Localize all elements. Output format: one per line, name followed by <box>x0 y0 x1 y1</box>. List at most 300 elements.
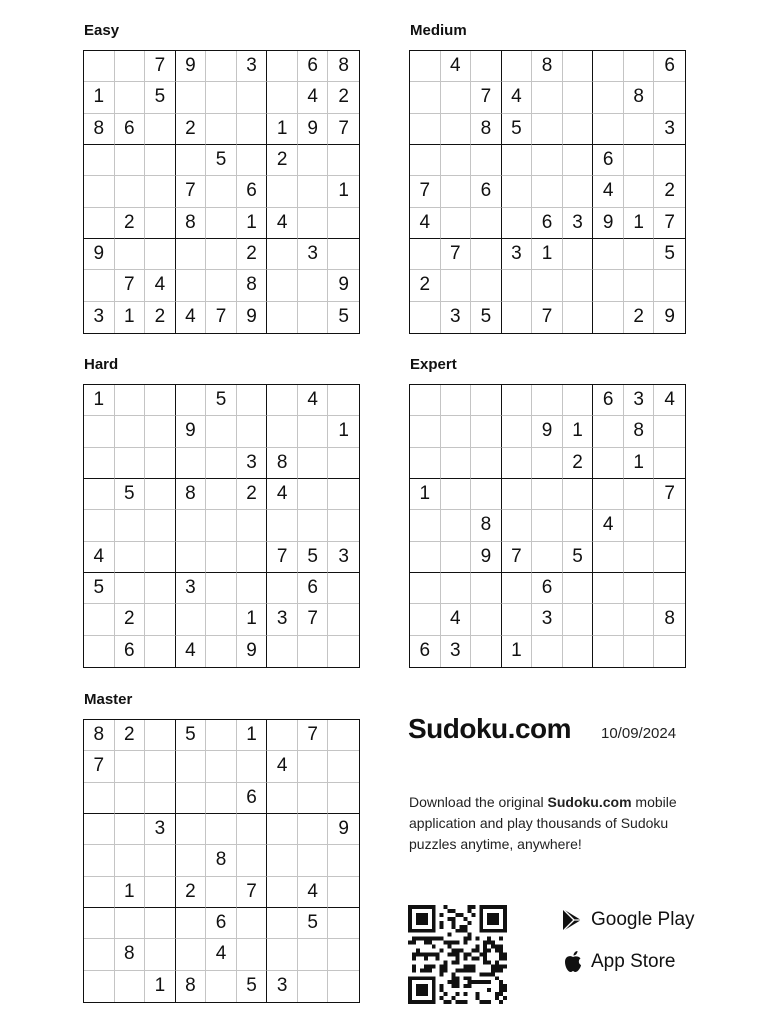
sudoku-cell <box>145 416 176 447</box>
sudoku-cell: 8 <box>84 114 115 145</box>
sudoku-cell: 4 <box>176 302 207 333</box>
sudoku-cell: 6 <box>532 208 563 239</box>
sudoku-cell <box>471 448 502 479</box>
sudoku-cell <box>328 939 359 970</box>
sudoku-cell <box>328 877 359 908</box>
sudoku-cell <box>328 636 359 667</box>
sudoku-cell <box>145 114 176 145</box>
sudoku-cell <box>145 479 176 510</box>
sudoku-cell <box>298 270 329 301</box>
sudoku-cell: 7 <box>532 302 563 333</box>
sudoku-cell <box>441 448 472 479</box>
sudoku-cell <box>471 239 502 270</box>
sudoku-cell <box>206 542 237 573</box>
sudoku-cell: 8 <box>532 51 563 82</box>
sudoku-cell: 6 <box>593 145 624 176</box>
sudoku-cell: 7 <box>298 720 329 751</box>
sudoku-cell: 9 <box>298 114 329 145</box>
sudoku-cell <box>206 51 237 82</box>
sudoku-cell <box>298 814 329 845</box>
sudoku-cell: 5 <box>338 306 349 328</box>
sudoku-cell <box>206 971 237 1002</box>
sudoku-cell <box>145 908 176 939</box>
sudoku-cell <box>267 814 298 845</box>
sudoku-cell <box>502 270 533 301</box>
sudoku-cell <box>84 479 115 510</box>
qr-code[interactable] <box>408 905 507 1004</box>
apple-icon <box>563 950 583 974</box>
sudoku-cell <box>502 176 533 207</box>
sudoku-cell <box>267 416 298 447</box>
sudoku-cell: 6 <box>298 573 329 604</box>
sudoku-cell <box>145 751 176 782</box>
sudoku-cell: 2 <box>145 302 176 333</box>
sudoku-cell <box>410 573 441 604</box>
sudoku-cell: 7 <box>502 542 533 573</box>
sudoku-cell: 2 <box>328 82 359 113</box>
sudoku-cell <box>237 751 268 782</box>
sudoku-cell: 9 <box>471 542 502 573</box>
sudoku-cell: 7 <box>471 82 502 113</box>
sudoku-cell <box>410 542 441 573</box>
sudoku-cell <box>532 176 563 207</box>
sudoku-cell <box>593 542 624 573</box>
sudoku-cell <box>441 510 472 541</box>
sudoku-cell: 9 <box>84 239 115 270</box>
sudoku-cell <box>502 385 533 416</box>
puzzle-title-medium: Medium <box>410 22 467 39</box>
sudoku-cell <box>563 82 594 113</box>
sudoku-cell: 4 <box>502 82 533 113</box>
sudoku-cell <box>84 51 115 82</box>
sudoku-cell: 9 <box>237 636 268 667</box>
sudoku-cell: 9 <box>532 416 563 447</box>
promo-text <box>409 792 709 855</box>
sudoku-cell <box>298 939 329 970</box>
sudoku-cell: 9 <box>176 51 207 82</box>
sudoku-cell <box>237 385 268 416</box>
sudoku-cell: 3 <box>624 385 655 416</box>
sudoku-cell <box>328 510 359 541</box>
sudoku-cell: 2 <box>115 208 146 239</box>
sudoku-cell <box>115 908 146 939</box>
sudoku-cell <box>410 51 441 82</box>
sudoku-cell <box>176 908 207 939</box>
sudoku-cell: 3 <box>441 302 472 333</box>
sudoku-cell: 8 <box>471 510 502 541</box>
sudoku-cell <box>237 845 268 876</box>
sudoku-cell <box>84 270 115 301</box>
promo-prefix: Download the original <box>409 794 548 810</box>
sudoku-cell: 1 <box>328 176 359 207</box>
sudoku-cell <box>176 510 207 541</box>
sudoku-cell <box>502 573 533 604</box>
sudoku-cell: 4 <box>84 542 115 573</box>
sudoku-cell <box>176 814 207 845</box>
sudoku-cell: 1 <box>267 114 298 145</box>
sudoku-cell <box>654 416 685 447</box>
sudoku-cell <box>267 636 298 667</box>
sudoku-cell <box>298 176 329 207</box>
sudoku-cell <box>593 239 624 270</box>
sudoku-cell <box>624 479 655 510</box>
sudoku-cell <box>328 448 359 479</box>
sudoku-cell <box>84 939 115 970</box>
sudoku-cell: 7 <box>328 114 359 145</box>
sudoku-cell: 4 <box>298 877 329 908</box>
promo-suffix: mobile application and play thousands of Sudoku puzzles anytime, anywhere! <box>409 794 677 852</box>
sudoku-cell <box>502 479 533 510</box>
sudoku-cell <box>410 302 441 333</box>
sudoku-cell: 3 <box>563 208 594 239</box>
sudoku-cell: 1 <box>563 416 594 447</box>
sudoku-cell <box>298 479 329 510</box>
sudoku-cell <box>145 176 176 207</box>
sudoku-cell <box>410 416 441 447</box>
sudoku-cell <box>563 145 594 176</box>
sudoku-cell <box>206 877 237 908</box>
sudoku-cell <box>267 176 298 207</box>
sudoku-cell <box>176 845 207 876</box>
sudoku-cell <box>206 573 237 604</box>
sudoku-cell <box>441 176 472 207</box>
sudoku-cell <box>593 448 624 479</box>
sudoku-cell <box>115 239 146 270</box>
sudoku-cell: 7 <box>267 542 298 573</box>
sudoku-cell <box>471 270 502 301</box>
sudoku-cell <box>502 208 533 239</box>
sudoku-cell: 7 <box>176 176 207 207</box>
sudoku-cell <box>145 845 176 876</box>
sudoku-cell: 7 <box>441 239 472 270</box>
sudoku-cell <box>410 448 441 479</box>
sudoku-cell <box>328 604 359 635</box>
sudoku-cell: 9 <box>328 270 359 301</box>
sudoku-cell: 2 <box>563 448 594 479</box>
sudoku-cell: 1 <box>84 385 115 416</box>
sudoku-cell: 7 <box>206 302 237 333</box>
sudoku-cell <box>237 82 268 113</box>
sudoku-cell <box>410 114 441 145</box>
sudoku-cell <box>624 239 655 270</box>
sudoku-cell <box>471 604 502 635</box>
sudoku-cell <box>624 573 655 604</box>
sudoku-cell: 6 <box>115 636 146 667</box>
sudoku-cell <box>410 239 441 270</box>
puzzle-title-master: Master <box>84 691 133 708</box>
sudoku-cell: 1 <box>624 208 655 239</box>
sudoku-cell <box>471 208 502 239</box>
sudoku-cell: 5 <box>237 971 268 1002</box>
sudoku-cell: 9 <box>593 208 624 239</box>
sudoku-cell: 8 <box>624 416 655 447</box>
sudoku-cell <box>328 479 359 510</box>
sudoku-cell <box>441 573 472 604</box>
sudoku-cell <box>563 270 594 301</box>
sudoku-cell <box>624 51 655 82</box>
sudoku-cell <box>328 239 359 270</box>
sudoku-cell: 6 <box>410 636 441 667</box>
sudoku-cell <box>145 720 176 751</box>
sudoku-cell <box>563 302 594 333</box>
sudoku-cell <box>237 510 268 541</box>
sudoku-cell <box>624 270 655 301</box>
sudoku-cell: 8 <box>176 971 207 1002</box>
sudoku-cell <box>532 385 563 416</box>
sudoku-cell: 8 <box>84 720 115 751</box>
sudoku-cell <box>502 604 533 635</box>
sudoku-cell <box>532 542 563 573</box>
sudoku-cell <box>206 448 237 479</box>
sudoku-cell: 7 <box>410 176 441 207</box>
sudoku-cell <box>502 510 533 541</box>
sudoku-cell <box>593 479 624 510</box>
sudoku-cell: 7 <box>84 751 115 782</box>
sudoku-cell <box>471 416 502 447</box>
sudoku-cell: 8 <box>328 51 359 82</box>
sudoku-cell <box>237 114 268 145</box>
sudoku-cell <box>654 270 685 301</box>
sudoku-cell: 2 <box>115 604 146 635</box>
sudoku-cell <box>145 783 176 814</box>
sudoku-cell <box>206 82 237 113</box>
sudoku-cell <box>471 573 502 604</box>
sudoku-cell <box>624 510 655 541</box>
sudoku-grid-easy <box>83 50 360 334</box>
sudoku-cell <box>267 82 298 113</box>
sudoku-cell <box>328 971 359 1002</box>
sudoku-cell <box>298 208 329 239</box>
sudoku-cell: 2 <box>237 479 268 510</box>
sudoku-cell <box>471 479 502 510</box>
app-store-link[interactable] <box>563 950 676 974</box>
sudoku-cell <box>145 239 176 270</box>
sudoku-cell <box>532 510 563 541</box>
sudoku-cell <box>410 82 441 113</box>
sudoku-cell <box>115 542 146 573</box>
sudoku-cell: 4 <box>298 82 329 113</box>
sudoku-cell <box>441 270 472 301</box>
sudoku-cell: 3 <box>237 448 268 479</box>
sudoku-cell: 2 <box>624 302 655 333</box>
sudoku-cell: 3 <box>298 239 329 270</box>
sudoku-cell <box>145 636 176 667</box>
sudoku-cell <box>84 636 115 667</box>
sudoku-cell <box>441 208 472 239</box>
sudoku-cell: 5 <box>176 720 207 751</box>
sudoku-cell: 3 <box>267 971 298 1002</box>
sudoku-cell <box>471 145 502 176</box>
sudoku-cell: 1 <box>145 971 176 1002</box>
sudoku-cell: 4 <box>267 208 298 239</box>
sudoku-cell <box>410 510 441 541</box>
sudoku-cell <box>593 636 624 667</box>
sudoku-cell: 8 <box>624 82 655 113</box>
sudoku-cell <box>237 814 268 845</box>
sudoku-cell: 1 <box>237 604 268 635</box>
sudoku-cell <box>298 510 329 541</box>
sudoku-cell: 4 <box>145 270 176 301</box>
sudoku-cell: 4 <box>593 510 624 541</box>
sudoku-cell <box>563 510 594 541</box>
sudoku-cell <box>593 573 624 604</box>
sudoku-cell: 5 <box>206 385 237 416</box>
sudoku-cell <box>206 270 237 301</box>
sudoku-cell: 3 <box>532 604 563 635</box>
sudoku-cell <box>267 845 298 876</box>
sudoku-cell <box>206 751 237 782</box>
sudoku-cell <box>441 145 472 176</box>
sudoku-cell <box>298 783 329 814</box>
sudoku-cell <box>654 448 685 479</box>
sudoku-cell <box>267 877 298 908</box>
sudoku-cell: 1 <box>624 448 655 479</box>
sudoku-cell: 1 <box>84 82 115 113</box>
sudoku-cell: 3 <box>267 604 298 635</box>
sudoku-cell: 5 <box>502 114 533 145</box>
sudoku-cell <box>654 82 685 113</box>
sudoku-cell <box>563 573 594 604</box>
sudoku-grid-master <box>83 719 360 1003</box>
sudoku-cell <box>267 239 298 270</box>
sudoku-cell <box>176 448 207 479</box>
sudoku-cell <box>328 908 359 939</box>
sudoku-cell <box>206 604 237 635</box>
puzzle-date: 10/09/2024 <box>601 725 677 742</box>
sudoku-cell <box>145 877 176 908</box>
sudoku-cell: 7 <box>298 604 329 635</box>
google-play-link[interactable] <box>561 908 695 932</box>
sudoku-cell <box>145 145 176 176</box>
sudoku-cell: 1 <box>502 636 533 667</box>
sudoku-cell <box>563 239 594 270</box>
sudoku-cell <box>298 845 329 876</box>
sudoku-cell <box>563 51 594 82</box>
sudoku-cell <box>502 145 533 176</box>
sudoku-cell <box>298 751 329 782</box>
sudoku-cell <box>441 82 472 113</box>
google-play-icon <box>561 908 583 932</box>
sudoku-cell: 1 <box>237 208 268 239</box>
sudoku-cell: 8 <box>176 479 207 510</box>
sudoku-cell <box>267 720 298 751</box>
sudoku-cell <box>410 385 441 416</box>
sudoku-cell <box>624 604 655 635</box>
sudoku-cell <box>84 971 115 1002</box>
sudoku-cell: 6 <box>593 385 624 416</box>
sudoku-cell <box>145 448 176 479</box>
sudoku-cell <box>267 270 298 301</box>
sudoku-cell <box>84 908 115 939</box>
sudoku-cell: 1 <box>115 302 146 333</box>
sudoku-cell <box>563 176 594 207</box>
sudoku-cell <box>563 479 594 510</box>
sudoku-cell <box>593 51 624 82</box>
sudoku-cell <box>115 385 146 416</box>
sudoku-cell <box>593 416 624 447</box>
sudoku-cell: 2 <box>115 720 146 751</box>
sudoku-cell <box>115 751 146 782</box>
sudoku-cell <box>267 908 298 939</box>
sudoku-cell: 7 <box>654 208 685 239</box>
sudoku-cell <box>532 636 563 667</box>
sudoku-grid-medium <box>409 50 686 334</box>
sudoku-cell: 7 <box>145 51 176 82</box>
sudoku-cell <box>328 573 359 604</box>
sudoku-cell <box>176 239 207 270</box>
puzzle-title-hard: Hard <box>84 356 119 373</box>
sudoku-cell: 3 <box>328 542 359 573</box>
sudoku-cell <box>298 302 329 333</box>
sudoku-cell <box>532 145 563 176</box>
app-store-label: App Store <box>591 951 676 972</box>
sudoku-cell: 3 <box>441 636 472 667</box>
sudoku-cell <box>624 542 655 573</box>
sudoku-cell: 2 <box>176 877 207 908</box>
sudoku-cell <box>176 270 207 301</box>
sudoku-cell <box>441 479 472 510</box>
sudoku-cell <box>206 416 237 447</box>
sudoku-cell <box>267 573 298 604</box>
sudoku-cell: 6 <box>471 176 502 207</box>
sudoku-cell <box>267 510 298 541</box>
sudoku-cell <box>624 145 655 176</box>
sudoku-cell: 5 <box>115 479 146 510</box>
sudoku-cell <box>471 636 502 667</box>
brand-logo: Sudoku.com <box>408 713 572 744</box>
sudoku-cell <box>176 939 207 970</box>
sudoku-cell: 8 <box>654 604 685 635</box>
sudoku-cell: 5 <box>206 145 237 176</box>
sudoku-cell <box>298 971 329 1002</box>
sudoku-cell <box>176 82 207 113</box>
sudoku-cell <box>298 448 329 479</box>
sudoku-cell: 2 <box>237 239 268 270</box>
sudoku-cell: 4 <box>176 636 207 667</box>
sudoku-cell <box>298 416 329 447</box>
sudoku-cell <box>145 385 176 416</box>
sudoku-cell <box>328 751 359 782</box>
sudoku-grid-hard <box>83 384 360 668</box>
sudoku-cell: 6 <box>532 573 563 604</box>
sudoku-cell: 9 <box>237 302 268 333</box>
sudoku-cell <box>441 416 472 447</box>
sudoku-cell <box>563 114 594 145</box>
sudoku-cell <box>84 448 115 479</box>
puzzle-title-expert: Expert <box>410 356 457 373</box>
sudoku-cell <box>115 82 146 113</box>
sudoku-cell <box>206 720 237 751</box>
sudoku-cell: 3 <box>84 302 115 333</box>
sudoku-cell <box>298 145 329 176</box>
sudoku-cell <box>237 542 268 573</box>
sudoku-cell <box>267 51 298 82</box>
sudoku-cell <box>502 448 533 479</box>
sudoku-cell <box>328 145 359 176</box>
sudoku-cell <box>84 510 115 541</box>
sudoku-cell <box>145 542 176 573</box>
sudoku-cell <box>206 636 237 667</box>
sudoku-cell <box>654 510 685 541</box>
sudoku-cell: 3 <box>145 814 176 845</box>
sudoku-cell <box>267 302 298 333</box>
sudoku-cell: 8 <box>206 845 237 876</box>
google-play-label: Google Play <box>591 909 695 930</box>
sudoku-cell <box>624 114 655 145</box>
sudoku-cell: 8 <box>237 270 268 301</box>
sudoku-cell: 4 <box>654 385 685 416</box>
sudoku-cell <box>115 416 146 447</box>
